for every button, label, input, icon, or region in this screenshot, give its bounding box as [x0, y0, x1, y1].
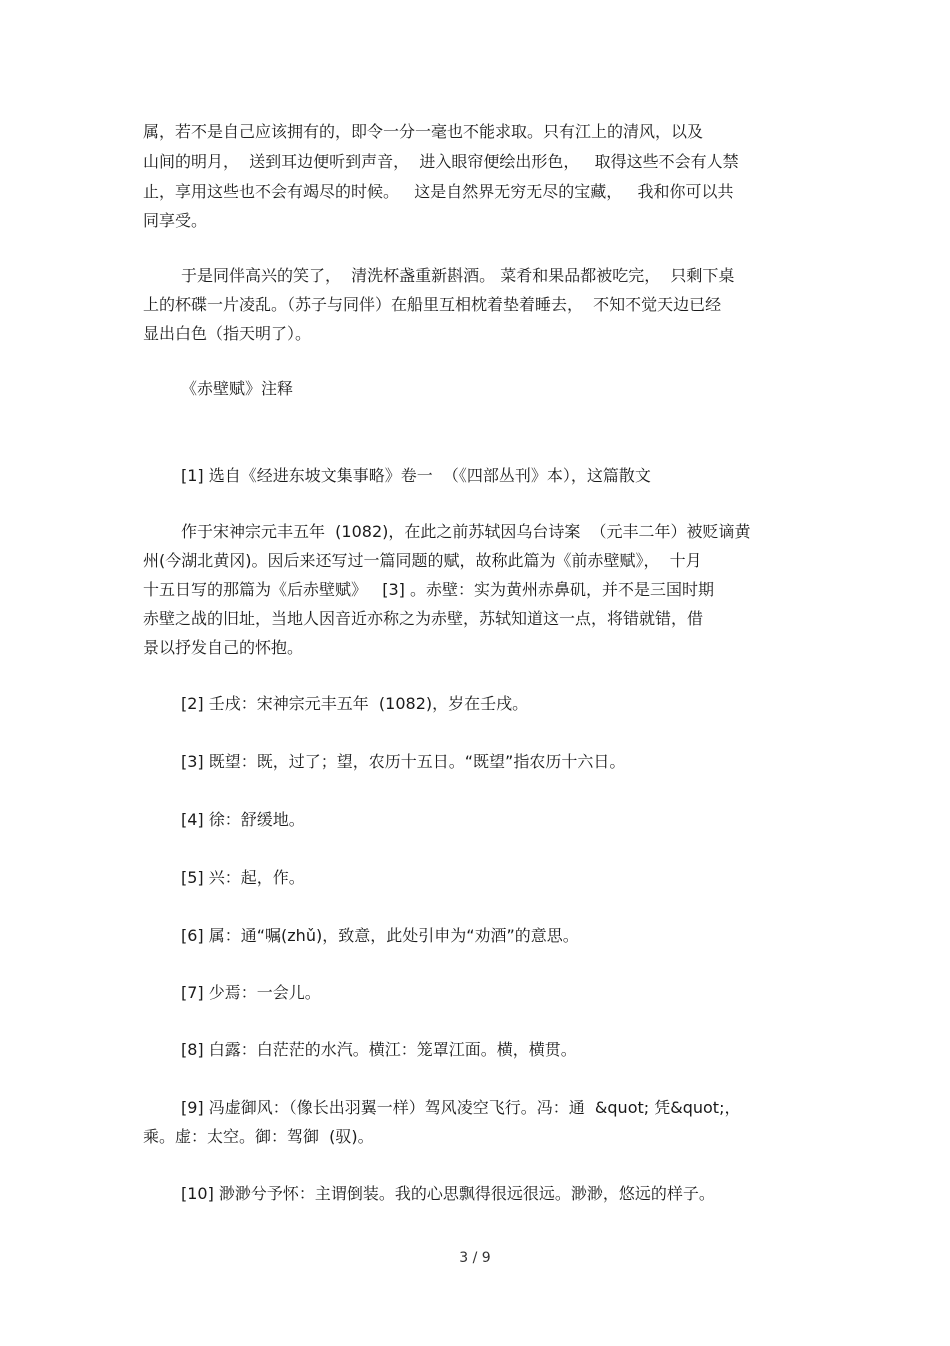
note-line: [10] 渺渺兮予怀：主谓倒装。我的心思飘得很远很远。渺渺，悠远的样子。: [181, 1184, 715, 1203]
notes-heading: 《赤壁赋》注释: [181, 379, 294, 398]
note-line: 乘。虚：太空。御：驾御 (驭)。: [143, 1127, 374, 1146]
text-line: 属，若不是自己应该拥有的，即令一分一毫也不能求取。只有江上的清风，以及: [143, 122, 704, 141]
note-line: 州(今湖北黄冈)。因后来还写过一篇同题的赋，故称此篇为《前赤壁赋》， 十月: [143, 551, 702, 570]
note-line: 赤壁之战的旧址，当地人因音近亦称之为赤壁，苏轼知道这一点，将错就错，借: [143, 609, 704, 628]
note-line: [5] 兴：起，作。: [181, 868, 305, 887]
text-line: 山间的明月， 送到耳边便听到声音， 进入眼帘便绘出形色， 取得这些不会有人禁: [143, 152, 739, 171]
text-line: 上的杯碟一片凌乱。（苏子与同伴）在船里互相枕着垫着睡去， 不知不觉天边已经: [143, 295, 722, 314]
note-line: [6] 属：通“嘱(zhǔ)，致意，此处引申为“劝酒”的意思。: [181, 926, 579, 945]
text-line: 显出白色（指天明了）。: [143, 324, 312, 343]
note-line: [2] 壬戌：宋神宗元丰五年 (1082)，岁在壬戌。: [181, 694, 529, 713]
note-line: [9] 冯虚御风：（像长出羽翼一样）驾风凌空飞行。冯：通 &quot; 凭&quot;，: [181, 1098, 741, 1117]
note-line: [4] 徐：舒缓地。: [181, 810, 305, 829]
note-line: [1] 选自《经进东坡文集事略》卷一 （《四部丛刊》本），这篇散文: [181, 466, 651, 485]
text-line: 于是同伴高兴的笑了， 清洗杯盏重新斟酒。 菜肴和果品都被吃完， 只剩下桌: [181, 266, 735, 285]
text-line: 同享受。: [143, 211, 208, 230]
note-line: 景以抒发自己的怀抱。: [143, 638, 304, 657]
note-line: 十五日写的那篇为《后赤壁赋》 [3] 。赤壁：实为黄州赤鼻矶，并不是三国时期: [143, 580, 715, 599]
page-number: 3 / 9: [459, 1250, 491, 1266]
note-line: [8] 白露：白茫茫的水汽。横江：笼罩江面。横，横贯。: [181, 1040, 577, 1059]
note-line: 作于宋神宗元丰五年 (1082)，在此之前苏轼因乌台诗案 （元丰二年）被贬谪黄: [181, 522, 751, 541]
text-line: 止，享用这些也不会有竭尽的时候。 这是自然界无穷无尽的宝藏， 我和你可以共: [143, 182, 734, 201]
note-line: [3] 既望：既，过了；望，农历十五日。“既望”指农历十六日。: [181, 752, 626, 771]
note-line: [7] 少焉：一会儿。: [181, 983, 321, 1002]
